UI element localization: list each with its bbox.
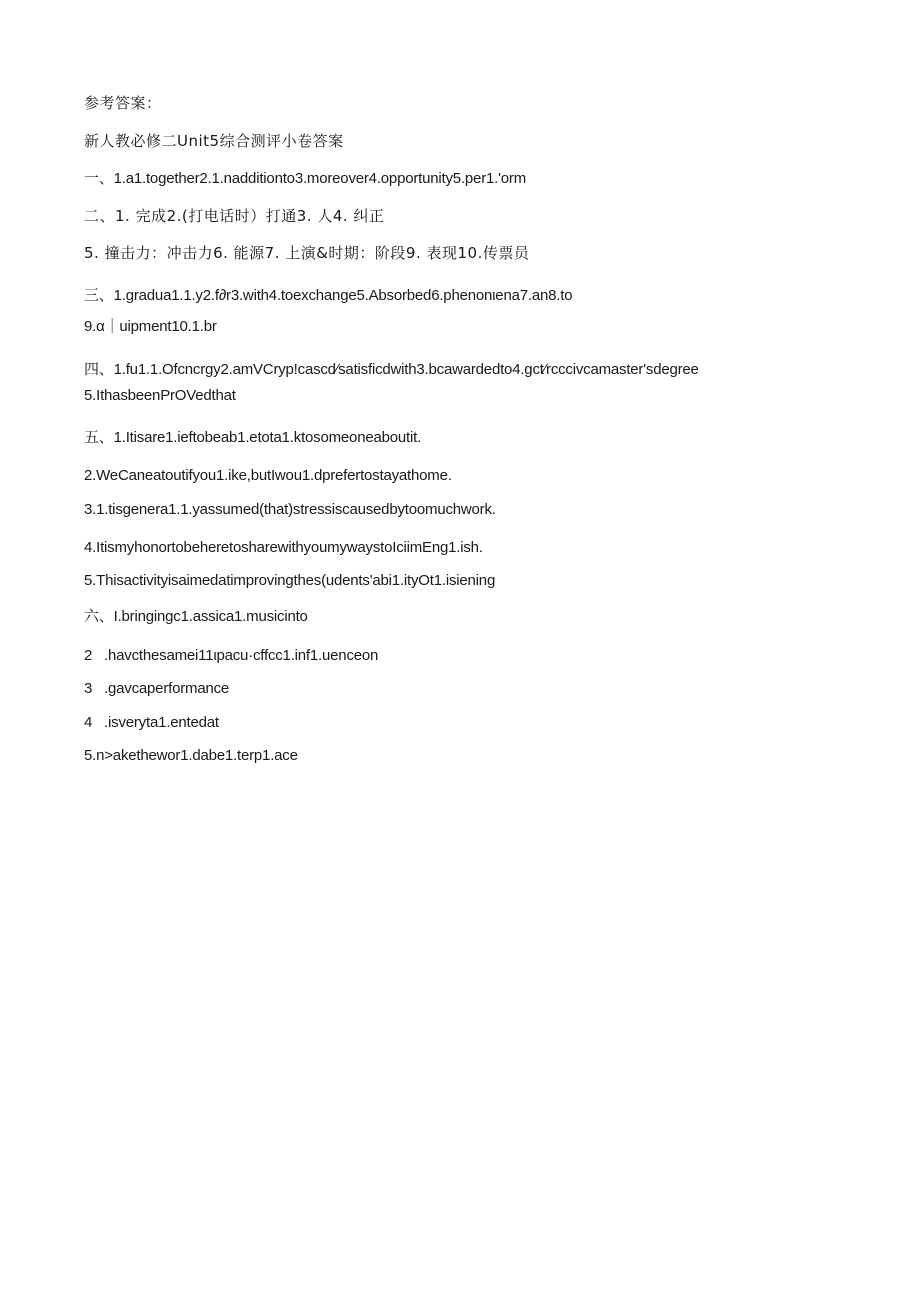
section-5-answer-5: 5.Thisactivityisaimedatimprovingthes(udents'abi1.ityOt1.isiening: [84, 572, 496, 589]
section-6-answer-1: 六、I.bringingc1.assica1.musicinto: [84, 608, 308, 625]
document-title: 新人教必修二Unit5综合测评小卷答案: [84, 132, 344, 150]
section-5-answer-4: 4.ItismyhonortobeheretosharewithyoumywaystoIciimEng1.ish.: [84, 539, 483, 556]
section-6-answer-5: 5.n>akethewor1.dabe1.terp1.ace: [84, 747, 298, 764]
section-3-answers-line-2: 9.α｜uipment10.1.br: [84, 318, 217, 335]
section-2-answers-line-1: 二、1. 完成2.(打电话时）打通3. 人4. 纠正: [84, 207, 385, 225]
answer-heading: 参考答案：: [84, 94, 162, 112]
section-4-answers-line-1: 四、1.fu1.1.Ofcncrgy2.amVCryp!cascd∕satisficdwith3.bcawardedto4.gct∕rcccivcamaster'sdegree: [84, 361, 699, 378]
section-6-answer-2: 2 .havcthesamei11ιpacu·cffcc1.inf1.uenceon: [84, 647, 379, 664]
section-4-answers-line-2: 5.IthasbeenPrOVedthat: [84, 387, 236, 404]
section-1-answers: 一、1.a1.together2.1.nadditionto3.moreover4.opportunity5.per1.'orm: [84, 170, 527, 187]
section-5-answer-1: 五、1.Itisare1.iefto​beab1.etota1.ktosomeoneaboutit.: [84, 429, 422, 446]
section-6-answer-4: 4 .isveryta1.entedat: [84, 714, 219, 731]
section-2-answers-line-2: 5. 撞击力：冲击力6. 能源7. 上演&时期：阶段9. 表现10.传票员: [84, 244, 530, 262]
section-5-answer-3: 3.1.tisgenera1.1.yassumed(that)stressiscausedbytoomuchwork.: [84, 501, 496, 518]
section-6-answer-3: 3 .gavcaperformance: [84, 680, 230, 697]
section-5-answer-2: 2.WeCaneatoutifyou1.ike,butIwou1.dprefertostayathome.: [84, 467, 452, 484]
section-3-answers-line-1: 三、1.gradua1.1.y2.f∂r3.with4.toexchange5.Absorbed6.phenonιena7.an8.to: [84, 287, 573, 304]
